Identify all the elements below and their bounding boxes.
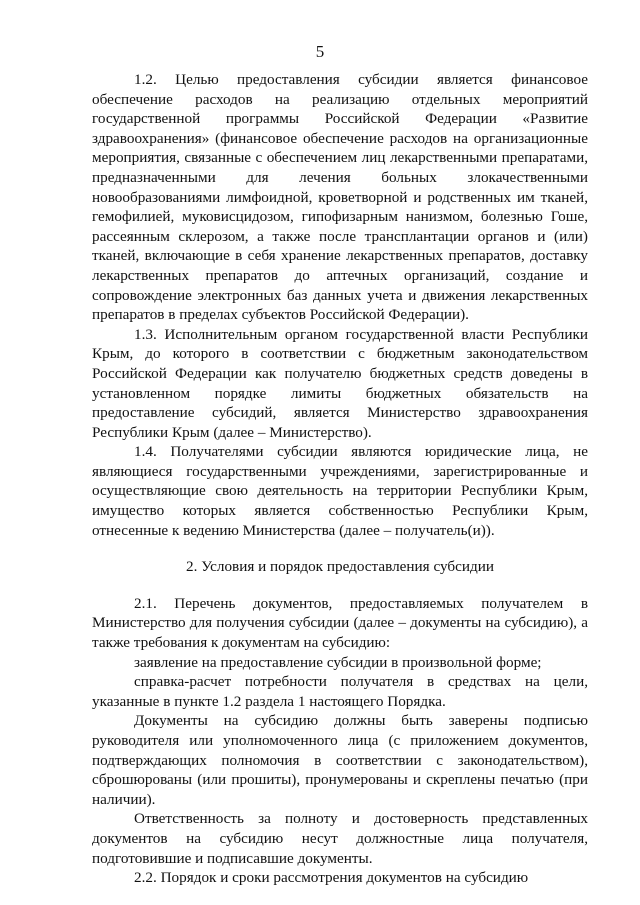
list-item-application: заявление на предоставление субсидии в произвольной форме;: [134, 653, 542, 671]
paragraph-certification: Документы на субсидию должны быть заверены подписью руководителя или уполномоченного лица (с приложением документов, подтверждающих полномочия в соответствии с законодательством), сброшюрованы (или прошиты), пронумерованы и скреплены печатью (при наличии).: [92, 712, 588, 808]
document-body: [92, 70, 588, 888]
paragraph-responsibility: Ответственность за полноту и достоверность представленных документов на субсидию несут должностные лица получателя, подготовившие и подписавшие документы.: [92, 810, 588, 867]
section-heading: 2. Условия и порядок предоставления субсидии: [186, 558, 494, 576]
paragraph-2-1: 2.1. Перечень документов, предоставляемых получателем в Министерство для получения субсидии (далее – документы на субсидию), а также требования к документам на субсидию:: [92, 594, 588, 652]
paragraph-1-2: 1.2. Целью предоставления субсидии является финансовое обеспечение расходов на реализацию отдельных мероприятий государственной программы Российской Федерации «Развитие здравоохранения» (финансовое обеспечение расходов на организационные мероприятия, связанные с обеспечением лиц лекарственными препаратами, предназначенными для лечения больных злокачественными новообразованиями лимфоидной, кроветворной и родственных им тканей, гемофилией, муковисцидозом, гипофизарным нанизмом, болезнью Гоше, рассеянным склерозом, а также после трансплантации органов и (или) тканей, включающие в себя хранение лекарственных препаратов, доставку лекарственных препаратов до аптечных организаций, создание и сопровождение электронных баз данных учета и движения лекарственных препаратов в пределах субъектов Российской Федерации).: [92, 71, 588, 324]
paragraph-1-4: 1.4. Получателями субсидии являются юридические лица, не являющиеся государственными учреждениями, зарегистрированные и осуществляющие свою деятельность на территории Республики Крым, имущество которых является собственностью Республики Крым, отнесенные к ведению Министерства (далее – получатель(и)).: [92, 443, 588, 539]
paragraph-1-3: 1.3. Исполнительным органом государственной власти Республики Крым, до которого в соответствии с бюджетным законодательством Российской Федерации как получателю бюджетных средств доведены в установленном порядке лимиты бюджетных обязательств на предоставление субсидий, является Министерство здравоохранения Республики Крым (далее – Министерство).: [92, 325, 588, 441]
paragraph-2-2: 2.2. Порядок и сроки рассмотрения документов на субсидию: [134, 869, 529, 887]
list-item-calculation: справка-расчет потребности получателя в средствах на цели, указанные в пункте 1.2 раздела 1 настоящего Порядка.: [92, 673, 588, 710]
page-number: 5: [315, 42, 325, 61]
